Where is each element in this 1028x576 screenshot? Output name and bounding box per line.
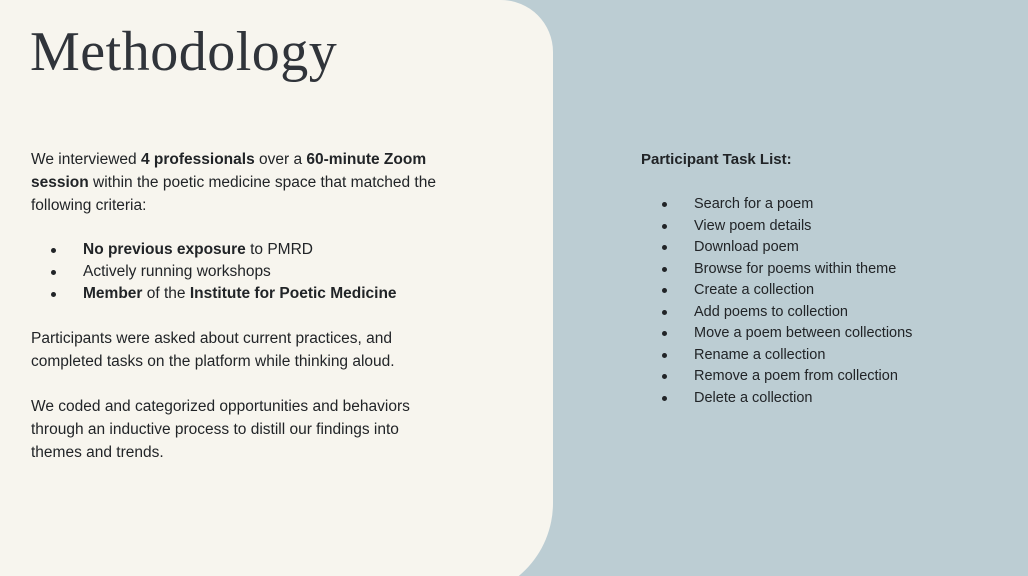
task-item-text: View poem details bbox=[694, 217, 812, 234]
task-item-text: Move a poem between collections bbox=[694, 325, 913, 341]
analysis-paragraph: We coded and categorized opportunities and behaviors through an inductive process to distill our findings into themes and trends. bbox=[31, 398, 410, 461]
process-paragraph: Participants were asked about current practices, and completed tasks on the platform while thinking aloud. bbox=[31, 330, 395, 370]
task-item-text: Search for a poem bbox=[694, 196, 814, 212]
task-item bbox=[641, 280, 981, 302]
methodology-body bbox=[31, 148, 437, 464]
task-item-text: Delete a collection bbox=[694, 389, 813, 406]
task-item bbox=[641, 302, 981, 324]
task-item-text: Rename a collection bbox=[694, 346, 826, 363]
task-item-text: Create a collection bbox=[694, 282, 815, 298]
task-item-text: Add poems to collection bbox=[694, 303, 848, 320]
criteria-item bbox=[31, 283, 437, 305]
task-item bbox=[641, 194, 981, 216]
task-list bbox=[641, 194, 981, 409]
task-item bbox=[641, 388, 981, 410]
criteria-item-text: No previous exposure to PMRD bbox=[83, 241, 313, 258]
criteria-item bbox=[31, 261, 437, 283]
task-item bbox=[641, 237, 981, 259]
task-item-text: Remove a poem from collection bbox=[694, 368, 898, 384]
criteria-item-text: Actively running workshops bbox=[83, 263, 271, 280]
task-item-text: Browse for poems within theme bbox=[694, 260, 897, 277]
task-item bbox=[641, 259, 981, 281]
intro-paragraph: We interviewed 4 professionals over a 60-minute Zoom session within the poetic medicine space that matched the following criteria: bbox=[31, 151, 436, 214]
criteria-item-text: Member of the Institute for Poetic Medicine bbox=[83, 285, 397, 302]
task-item bbox=[641, 345, 981, 367]
right-panel bbox=[641, 150, 981, 409]
criteria-item bbox=[31, 239, 437, 261]
task-item bbox=[641, 366, 981, 388]
criteria-list bbox=[31, 239, 437, 305]
task-item-text: Download poem bbox=[694, 239, 799, 255]
task-item bbox=[641, 216, 981, 238]
task-list-heading: Participant Task List: bbox=[641, 151, 792, 168]
task-item bbox=[641, 323, 981, 345]
page-title: Methodology bbox=[30, 21, 338, 83]
